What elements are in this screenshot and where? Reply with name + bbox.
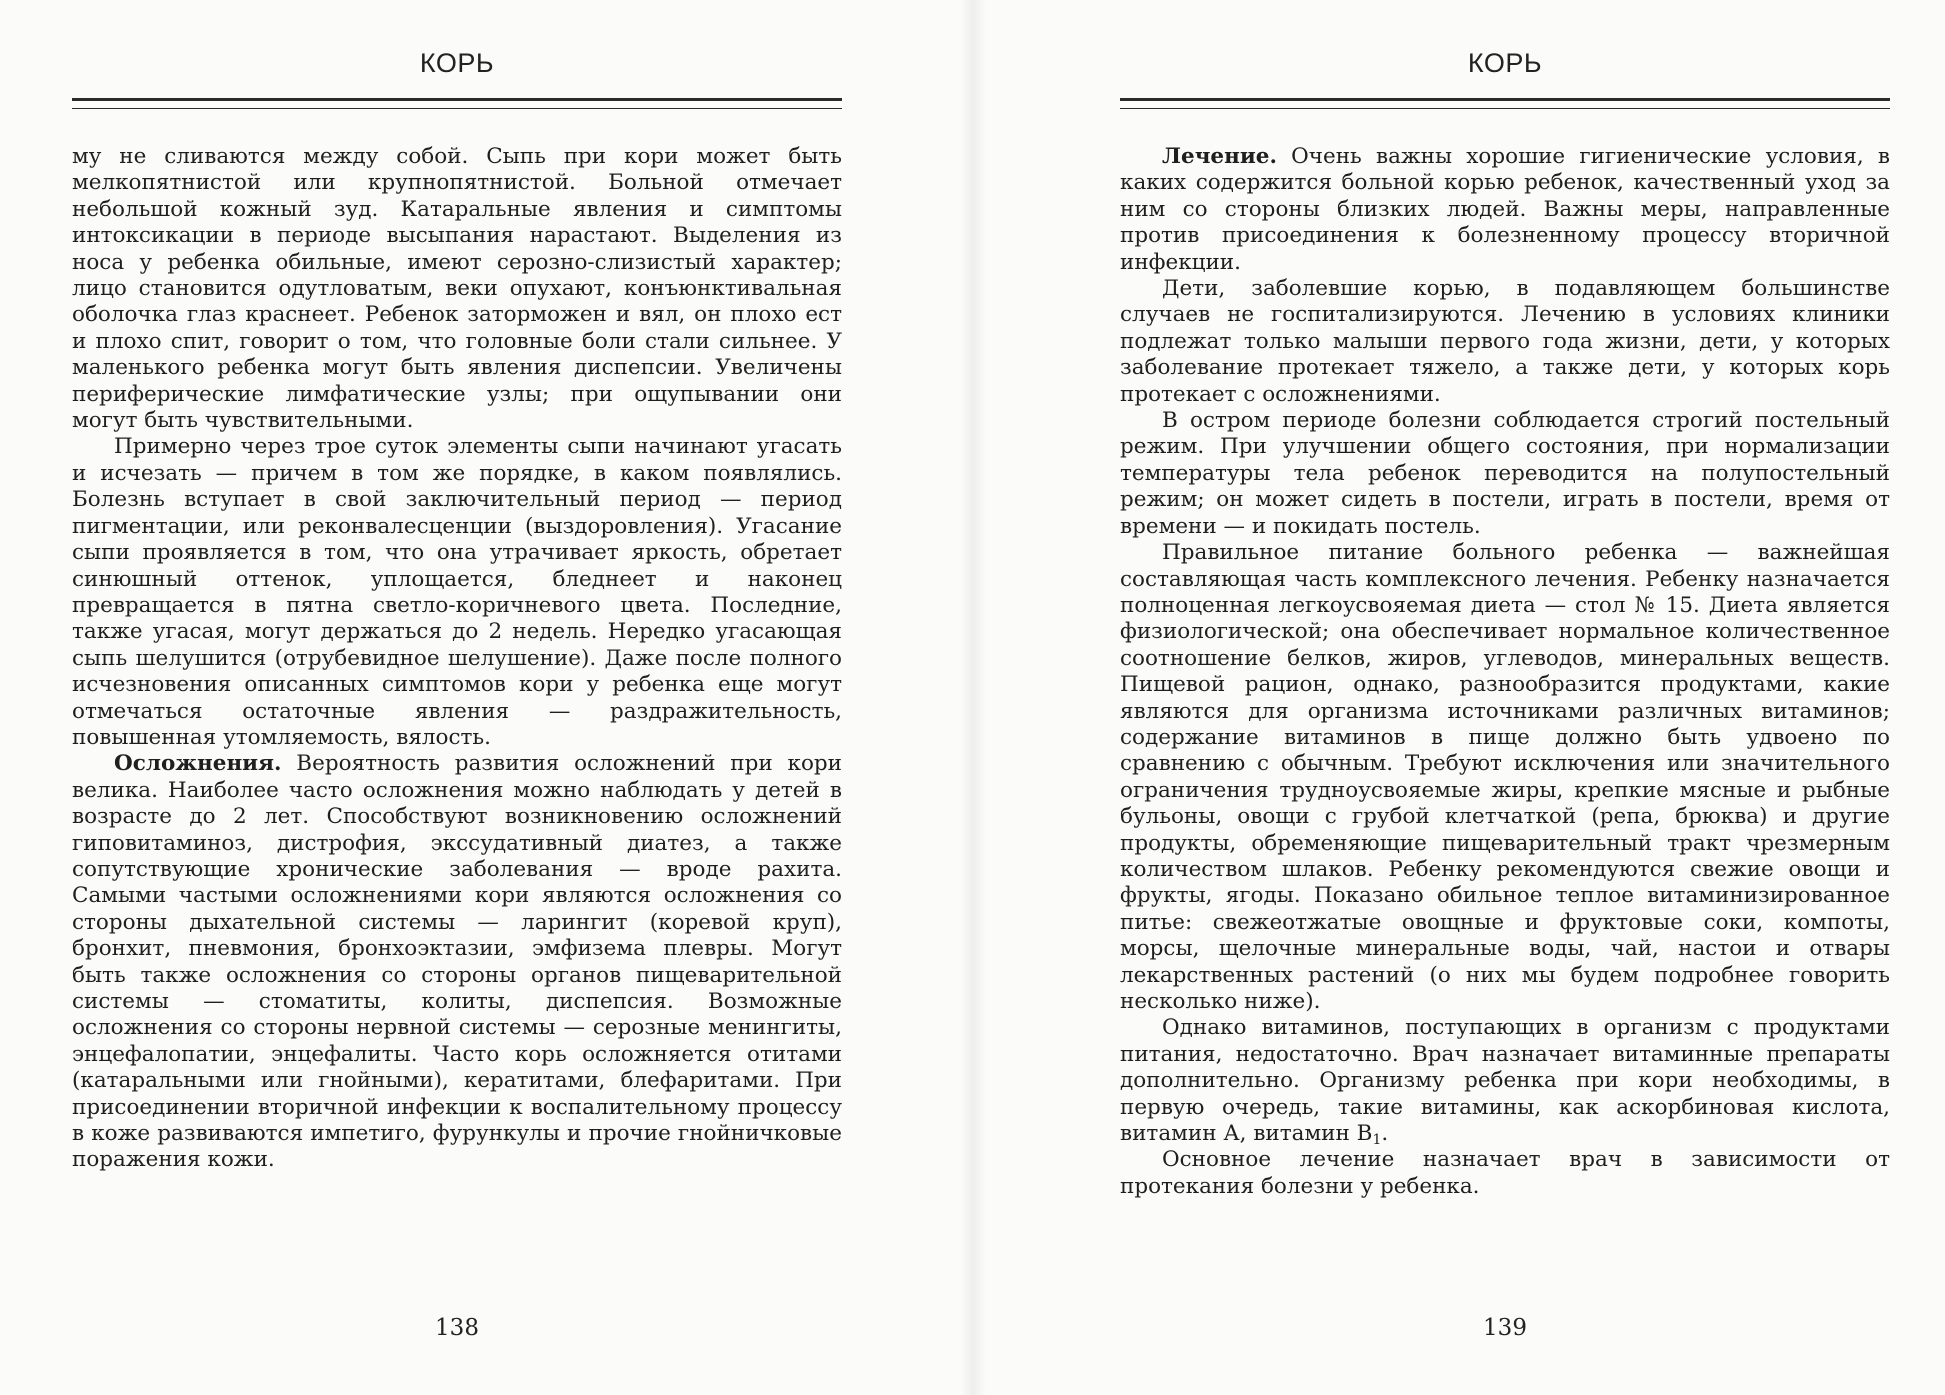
running-head: КОРЬ [1467,48,1543,78]
header-rule [72,98,842,109]
body-text [1120,144,1890,1200]
paragraph-text: Вероятность развития осложнений при кори велика. Наиболее часто осложнения можно наблюдать у детей в возрасте до 2 лет. Способствуют возникновению осложнений гиповитаминоз, дистрофия, экссудативный диатез, а также сопутствующие хронические заболевания — вроде рахита. Самыми частыми осложнениями кори являются осложнения со стороны дыхательной системы — ларингит (коревой круп), бронхит, пневмония, бронхоэктазии, эмфизема плевры. Могут быть также осложнения со стороны органов пищеварительной системы — стоматиты, колиты, диспепсия. Возможные осложнения со стороны нервной системы — серозные менингиты, энцефалопатии, энцефалиты. Часто корь осложняется отитами (катаральными или гнойными), кератитами, блефаритами. При присоединении вторичной инфекции к воспалительному процессу в коже развиваются импетиго, фурункулы и прочие гнойничковые поражения кожи. [72,751,842,1173]
paragraph [1120,408,1890,540]
paragraph [72,751,842,1174]
page-number: 139 [1483,1315,1527,1341]
paragraph [72,434,842,751]
paragraph-text: В остром периоде болезни соблюдается строгий постельный режим. При улучшении общего состояния, при нормализации температуры тела ребенок переводится на полупостельный режим; он может сидеть в постели, играть в постели, время от времени — и покидать постель. [1120,408,1890,539]
section-heading: Осложнения. [114,751,282,777]
paragraph [1120,1015,1890,1147]
paragraph [1120,276,1890,408]
header-rule [1120,98,1890,109]
paragraph [1120,1147,1890,1200]
page-number: 138 [435,1315,479,1341]
paragraph-text: Дети, заболевшие корью, в подавляющем большинстве случаев не госпитализируются. Лечению в условиях клиники подлежат только малыши первого года жизни, дети, у которых заболевание протекает тяжело, а также дети, у которых корь протекает с осложнениями. [1120,276,1890,407]
section-heading: Лечение. [1162,144,1277,169]
subscript: 1 [1372,1132,1382,1149]
paragraph-text: му не сливаются между собой. Сыпь при кори может быть мелкопятнистой или крупнопятнистой. Больной отмечает небольшой кожный зуд. Катаральные явления и симптомы интоксикации в периоде высыпания нарастают. Выделения из носа у ребенка обильные, имеют серозно-слизистый характер; лицо становится одутловатым, веки опухают, конъюнктивальная оболочка глаз краснеет. Ребенок заторможен и вял, он плохо ест и плохо спит, говорит о том, что головные боли стали сильнее. У маленького ребенка могут быть явления диспепсии. Увеличены периферические лимфатические узлы; при ощупывании они могут быть чувствительными. [72,144,842,434]
right-page [972,0,1945,1395]
paragraph-text: Правильное питание больного ребенка — важнейшая составляющая часть комплексного лечения. Ребенку назначается полноценная легкоусвояемая диета — стол № 15. Диета является физиологической; она обеспечивает нормальное количественное соотношение белков, жиров, углеводов, минеральных веществ. Пищевой рацион, однако, разнообразится продуктами, какие являются для организма источниками различных витаминов; содержание витаминов в пище должно быть удвоено по сравнению с обычным. Требуют исключения или значительного ограничения трудноусвояемые жиры, крепкие мясные и рыбные бульоны, овощи с грубой клетчаткой (репа, брюква) и другие продукты, обременяющие пищеварительный тракт чрезмерным количеством шлаков. Ребенку рекомендуются свежие овощи и фрукты, ягоды. Показано обильное теплое витаминизированное питье: свежеотжатые овощные и фруктовые соки, компоты, морсы, щелочные минеральные воды, чай, настои и отвары лекарственных растений (о них мы будем подробнее говорить несколько ниже). [1120,540,1890,1014]
paragraph-tail: . [1381,1121,1389,1147]
paragraph [1120,540,1890,1015]
paragraph-text: Основное лечение назначает врач в зависимости от протекания болезни у ребенка. [1120,1147,1890,1199]
running-head: КОРЬ [419,48,495,78]
paragraph-text: Примерно через трое суток элементы сыпи начинают угасать и исчезать — причем в том же порядке, в каком появлялись. Болезнь вступает в свой заключительный период — период пигментации, или реконвалесценции (выздоровления). Угасание сыпи проявляется в том, что она утрачивает яркость, обретает синюшный оттенок, уплощается, бледнеет и наконец превращается в пятна светло-коричневого цвета. Последние, также угасая, могут держаться до 2 недель. Нередко угасающая сыпь шелушится (отрубевидное шелушение). Даже после полного исчезновения описанных симптомов кори у ребенка еще могут отмечаться остаточные явления — раздражительность, повышенная утомляемость, вялость. [72,434,842,750]
paragraph [72,144,842,434]
left-page [0,0,972,1395]
paragraph [1120,144,1890,276]
paragraph-text: Однако витаминов, поступающих в организм с продуктами питания, недостаточно. Врач назначает витаминные препараты дополнительно. Организму ребенка при кори необходимы, в первую очередь, такие витамины, как аскорбиновая кислота, витамин А, витамин В [1120,1015,1890,1147]
paragraph-text: Очень важны хорошие гигиенические условия, в каких содержится больной корью ребенок, качественный уход за ним со стороны близких людей. Важны меры, направленные против присоединения к болезненному процессу вторичной инфекции. [1120,144,1890,275]
body-text [72,144,842,1174]
